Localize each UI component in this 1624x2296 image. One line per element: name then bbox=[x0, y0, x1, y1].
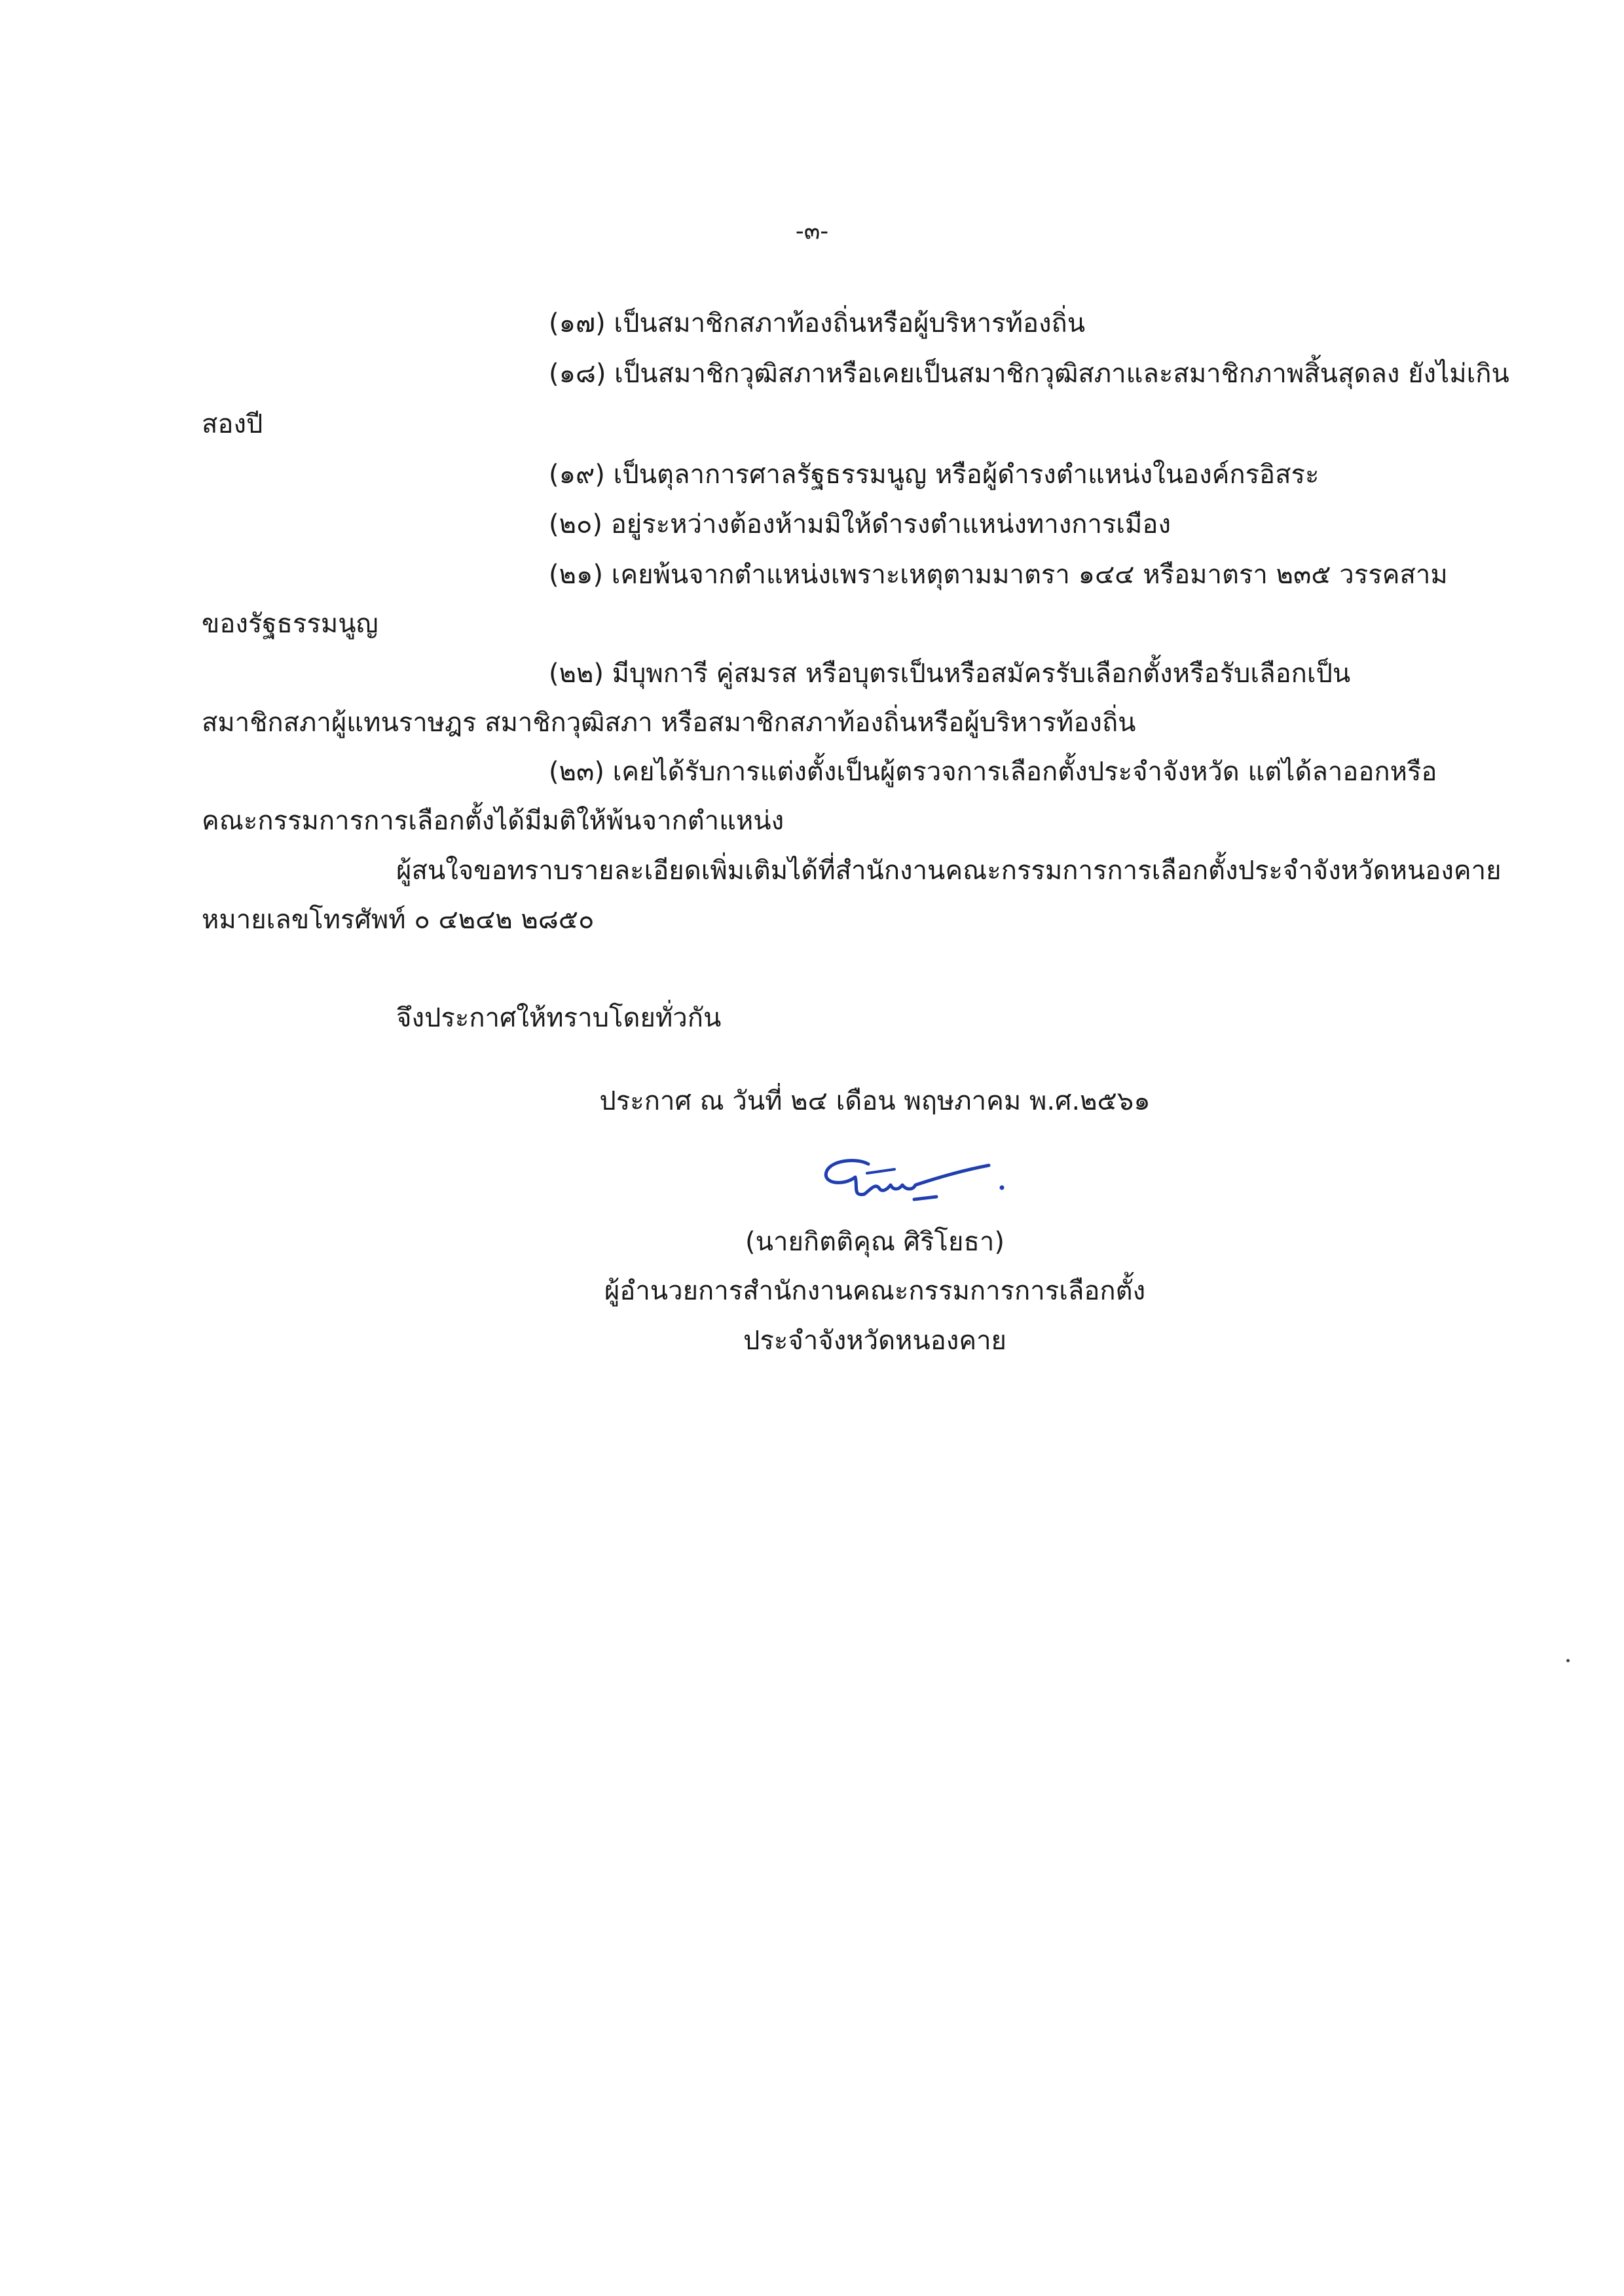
item-17: (๑๗) เป็นสมาชิกสภาท้องถิ่นหรือผู้บริหารท้องถิ่น bbox=[549, 308, 1086, 338]
item-23-line-2: คณะกรรมการการเลือกตั้งได้มีมติให้พ้นจากตำแหน่ง bbox=[202, 806, 784, 836]
item-20: (๒๐) อยู่ระหว่างต้องห้ามมิให้ดำรงตำแหน่งทางการเมือง bbox=[549, 509, 1171, 539]
item-21-line-2: ของรัฐธรรมนูญ bbox=[202, 609, 378, 639]
item-22-line-1: (๒๒) มีบุพการี คู่สมรส หรือบุตรเป็นหรือสมัครรับเลือกตั้งหรือรับเลือกเป็น bbox=[549, 659, 1351, 689]
page-number: -๓- bbox=[795, 218, 829, 245]
announcement-date: ประกาศ ณ วันที่ ๒๔ เดือน พฤษภาคม พ.ศ.๒๕๖๑ bbox=[599, 1086, 1151, 1116]
item-22-line-2: สมาชิกสภาผู้แทนราษฎร สมาชิกวุฒิสภา หรือสมาชิกสภาท้องถิ่นหรือผู้บริหารท้องถิ่น bbox=[202, 708, 1136, 738]
signer-title-line-1: ผู้อำนวยการสำนักงานคณะกรรมการการเลือกตั้ง bbox=[604, 1276, 1146, 1306]
item-18-line-2: สองปี bbox=[202, 409, 263, 439]
contact-line-1: ผู้สนใจขอทราบรายละเอียดเพิ่มเติมได้ที่สำนักงานคณะกรรมการการเลือกตั้งประจำจังหวัดหนองคาย bbox=[396, 856, 1502, 886]
signer-title-line-2: ประจำจังหวัดหนองคาย bbox=[743, 1326, 1006, 1356]
contact-line-2: หมายเลขโทรศัพท์ ๐ ๔๒๔๒ ๒๘๕๐ bbox=[202, 905, 595, 935]
item-18-line-1: (๑๘) เป็นสมาชิกวุฒิสภาหรือเคยเป็นสมาชิกวุฒิสภาและสมาชิกภาพสิ้นสุดลง ยังไม่เกิน bbox=[549, 359, 1509, 389]
signer-name: (นายกิตติคุณ ศิริโยธา) bbox=[745, 1227, 1005, 1257]
item-19: (๑๙) เป็นตุลาการศาลรัฐธรรมนูญ หรือผู้ดำรงตำแหน่งในองค์กรอิสระ bbox=[549, 460, 1320, 490]
scan-speck bbox=[1566, 1659, 1570, 1662]
item-21-line-1: (๒๑) เคยพ้นจากตำแหน่งเพราะเหตุตามมาตรา ๑๔๔ หรือมาตรา ๒๓๕ วรรคสาม bbox=[549, 560, 1448, 590]
item-23-line-1: (๒๓) เคยได้รับการแต่งตั้งเป็นผู้ตรวจการเลือกตั้งประจำจังหวัด แต่ได้ลาออกหรือ bbox=[549, 757, 1437, 787]
announcement: จึงประกาศให้ทราบโดยทั่วกัน bbox=[396, 1003, 722, 1033]
signature bbox=[817, 1147, 1014, 1212]
